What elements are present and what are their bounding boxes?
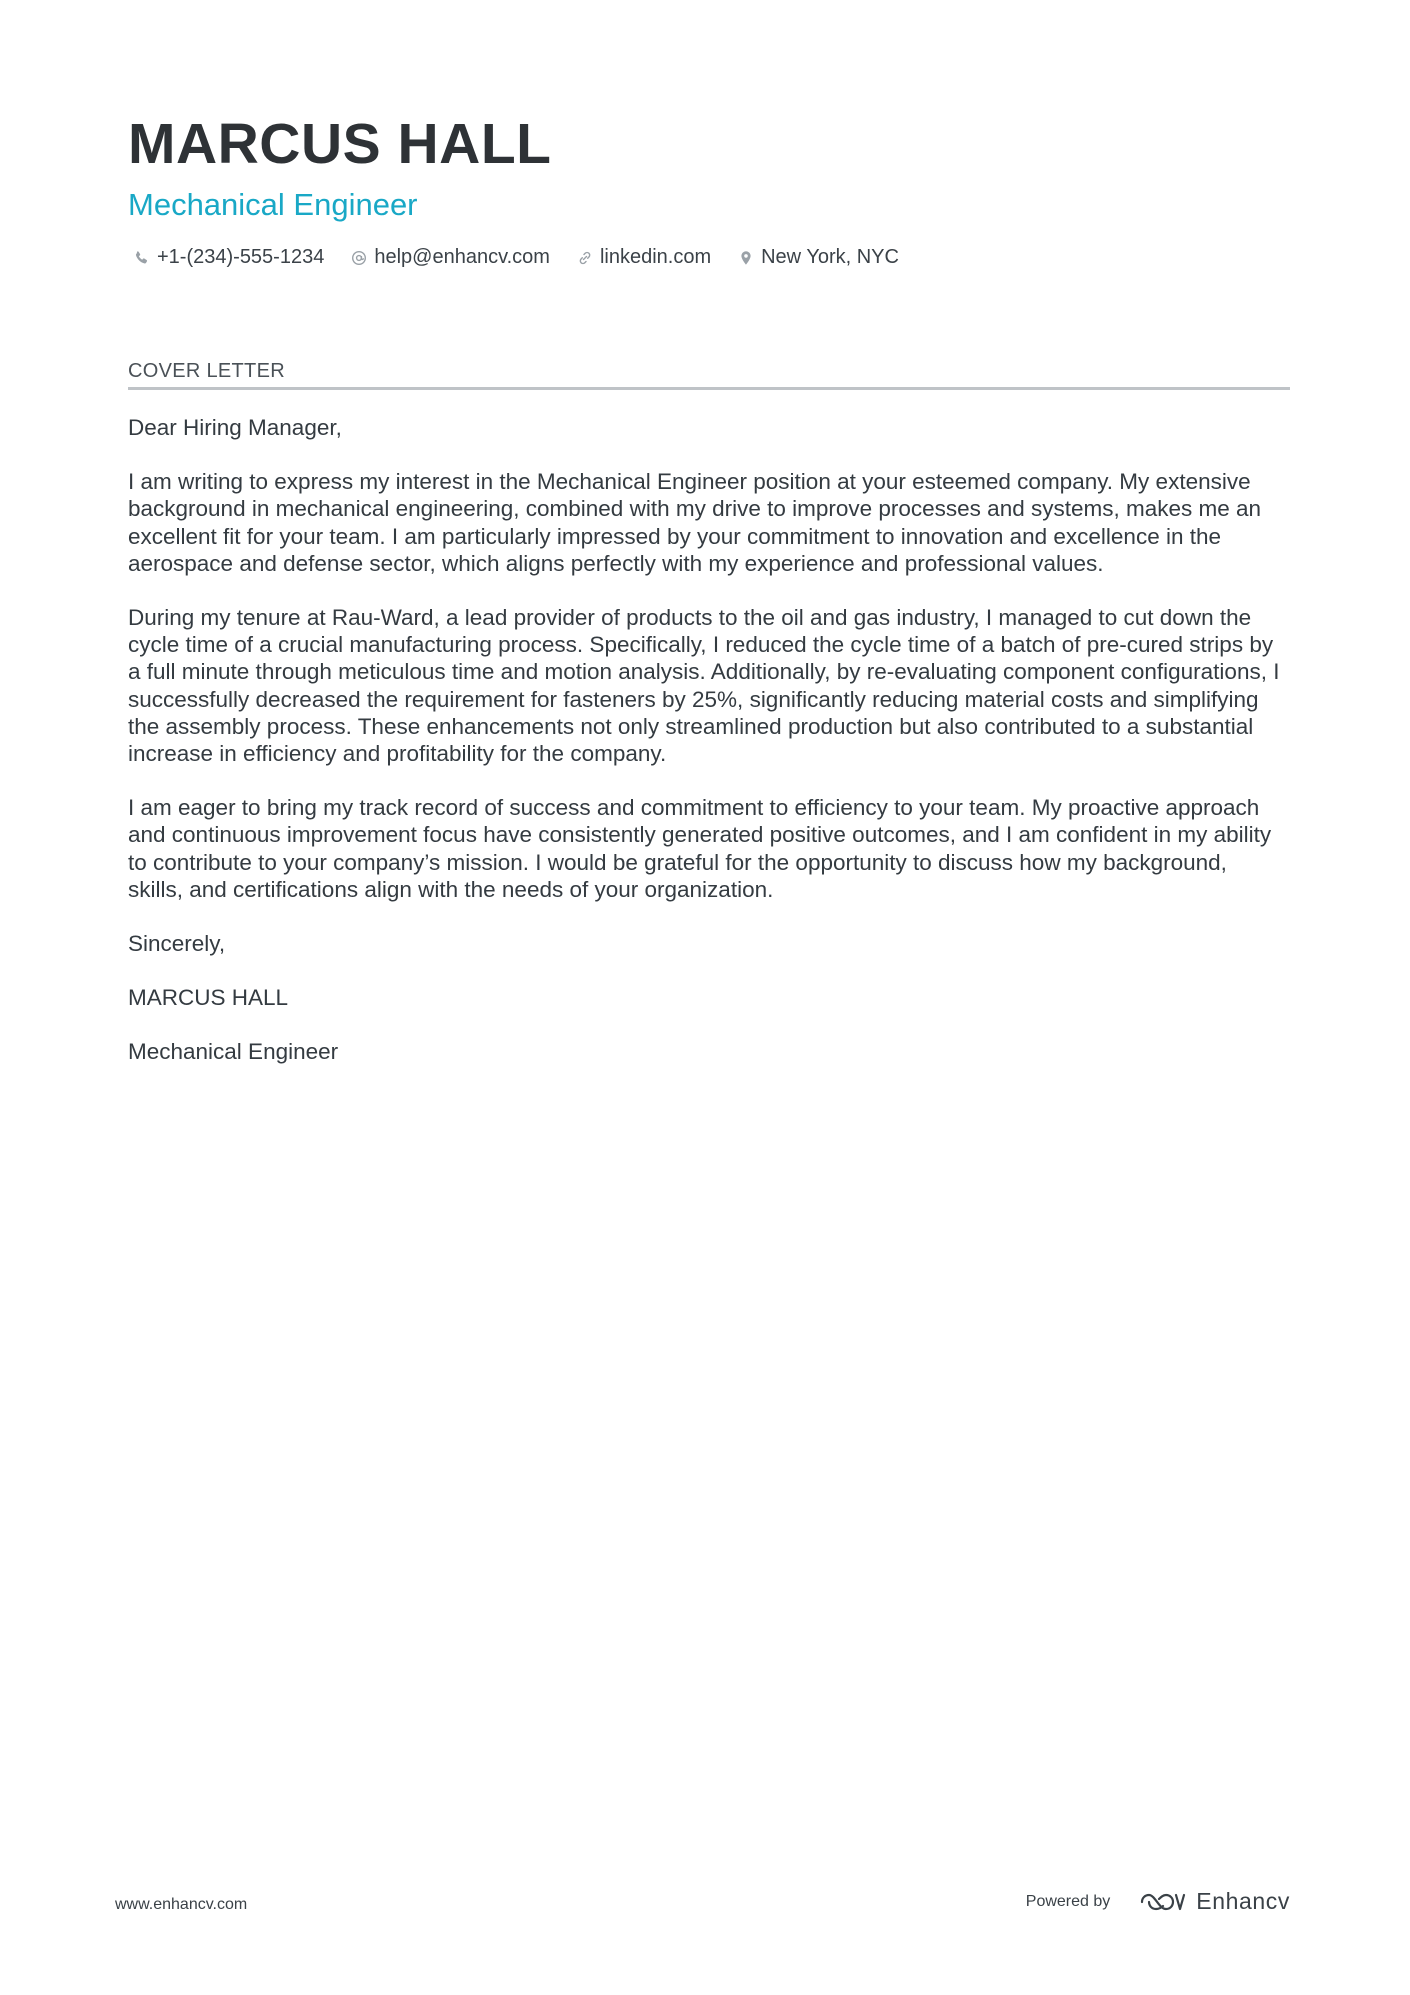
- contact-bar: [134, 246, 926, 269]
- brand-logo[interactable]: [1138, 1888, 1290, 1915]
- contact-location: [738, 246, 899, 269]
- signature-title: Mechanical Engineer: [128, 1039, 339, 1065]
- contact-email-text: help@enhancv.com: [374, 246, 550, 268]
- paragraph-1: I am writing to express my interest in the Mechanical Engineer position at your esteemed company. My extensive background in mechanical engineering, combined with my drive to improve processes and systems, makes me an excellent fit for your team. I am particularly impressed by your commitment to innovation and excellence in the aerospace and defense sector, which aligns perfectly with my experience and professional values.: [128, 469, 1262, 576]
- at-icon: [351, 250, 367, 266]
- applicant-name: MARCUS HALL: [128, 112, 552, 176]
- salutation: Dear Hiring Manager,: [128, 415, 342, 440]
- paragraph-3: I am eager to bring my track record of success and commitment to efficiency to your team. My proactive approach and continuous improvement focus have consistently generated positive outcomes, and I am confident in my ability to contribute to your company’s mission. I would be grateful for the opportunity to discuss how my background, skills, and certifications align with the needs of your organization.: [128, 795, 1272, 902]
- signature-name: MARCUS HALL: [128, 985, 289, 1011]
- phone-icon: [134, 250, 150, 266]
- closing: Sincerely,: [128, 931, 226, 957]
- contact-phone-text: +1-(234)-555-1234: [157, 246, 325, 268]
- enhancv-logo-icon: [1138, 1889, 1186, 1915]
- footer-branding: [1026, 1888, 1290, 1915]
- contact-linkedin-text: linkedin.com: [599, 246, 712, 268]
- brand-name: Enhancv: [1196, 1888, 1290, 1914]
- paragraph-2: During my tenure at Rau-Ward, a lead provider of products to the oil and gas industry, I managed to cut down the cycle time of a crucial manufacturing process. Specifically, I reduced the cycle time of a batch of pre-cured strips by a full minute through meticulous time and motion analysis. Additionally, by re-evaluating component configurations, I successfully decreased the requirement for fasteners by 25%, significantly reducing material costs and simplifying the assembly process. These enhancements not only streamlined production but also contributed to a substantial increase in efficiency and profitability for the company.: [128, 605, 1280, 767]
- section-title: COVER LETTER: [128, 360, 1290, 390]
- location-pin-icon: [738, 250, 754, 266]
- link-icon: [577, 250, 593, 266]
- letter-body: [128, 414, 1288, 1093]
- contact-phone: [134, 246, 324, 269]
- footer-website[interactable]: www.enhancv.com: [115, 1896, 248, 1913]
- applicant-role: Mechanical Engineer: [128, 187, 418, 222]
- contact-email[interactable]: [351, 246, 550, 269]
- contact-location-text: New York, NYC: [761, 246, 899, 268]
- contact-linkedin[interactable]: [577, 246, 711, 269]
- powered-by-label: Powered by: [1025, 1892, 1111, 1910]
